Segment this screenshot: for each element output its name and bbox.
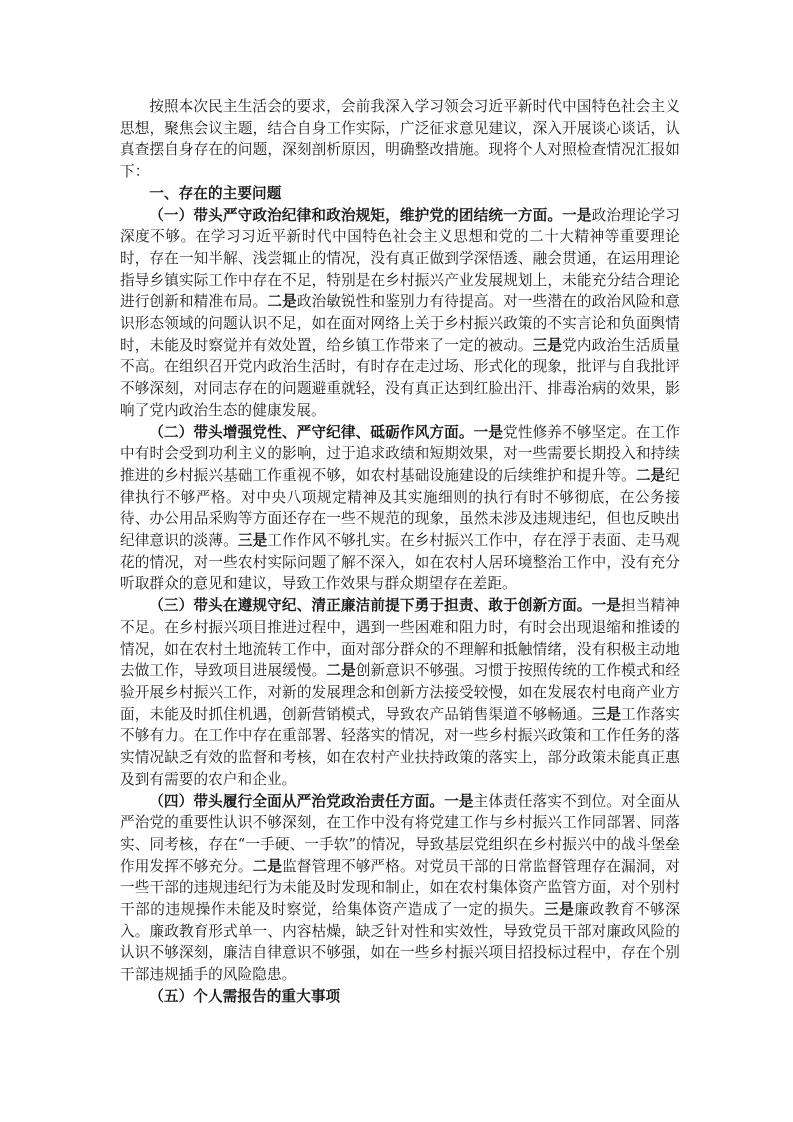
point-text: 监督管理不够严格。对党员干部的日常监督管理存在漏洞，对一些干部的违规违纪行为未能及时发现和制止，如在农村集体资产监管方面，对个别村干部的违规操作未能及时察觉，给集体资产造成了一定的损失。 [120, 857, 681, 919]
subsection-heading-major-matters: （五）个人需报告的重大事项 [149, 987, 341, 1005]
point-label: 二是 [252, 857, 283, 875]
subsection-heading: （二）带头增强党性、严守纪律、砥砺作风方面。 [149, 423, 474, 441]
document-body [120, 96, 680, 1008]
point-text: 主体责任落实不到位。对全面从严治党的重要性认识不够深刻，在工作中没有将党建工作与乡村振兴工作同部署、同落实、同考核，存在“一手硬、一手软”的情况，导致基层党组织在乡村振兴中的战斗堡垒作用发挥不够充分。 [120, 792, 680, 875]
point-label: 一是 [473, 423, 504, 441]
point-label: 二是 [326, 662, 356, 680]
intro-paragraph: 按照本次民主生活会的要求，会前我深入学习领会习近平新时代中国特色社会主义思想，聚焦会议主题，结合自身工作实际，广泛征求意见建议，深入开展谈心谈话，认真查摆自身存在的问题，深刻剖析原因，明确整改措施。现将个人对照检查情况汇报如下： [120, 98, 680, 181]
point-text: 廉政教育不够深入。廉政教育形式单一、内容枯燥，缺乏针对性和实效性，导致党员干部对廉政风险的认识不够深刻，廉洁自律意识不够强，如在一些乡村振兴项目招投标过程中，存在个别干部违规插手的风险隐患。 [120, 901, 680, 984]
point-label: 一是 [562, 206, 592, 224]
paragraph-responsibility-innovation [120, 595, 680, 790]
point-text: 党内政治生活质量不高。在组织召开党内政治生活时，有时存在走过场、形式化的现象，批评与自我批评不够深刻，对同志存在的问题避重就轻，没有真正达到红脸出汗、排毒治病的效果，影响了党内政治生态的健康发展。 [120, 336, 680, 419]
paragraph-party-governance [120, 791, 680, 986]
point-label: 三是 [591, 705, 622, 723]
point-text: 创新意识不够强。习惯于按照传统的工作模式和经验开展乡村振兴工作，对新的发展理念和创新方法接受较慢，如在发展农村电商产业方面，未能及时抓住机遇，创新营销模式，导致农产品销售渠道不够畅通。 [120, 662, 681, 723]
point-label: 一是 [444, 792, 474, 810]
point-text: 政治理论学习深度不够。在学习习近平新时代中国特色社会主义思想和党的二十大精神等重要理论时，存在一知半解、浅尝辄止的情况，没有真正做到学深悟透、融会贯通，在运用理论指导乡镇实际工作中存在不足，特别是在乡村振兴产业发展规划上，未能充分结合理论进行创新和精准布局。 [120, 206, 681, 311]
point-text: 党性修养不够坚定。在工作中有时会受到功利主义的影响，过于追求政绩和短期效果，对一些需要长期投入和持续推进的乡村振兴基础工作重视不够，如农村基础设施建设的后续维护和提升等。 [120, 423, 681, 484]
point-text: 纪律执行不够严格。对中央八项规定精神及其实施细则的执行有时不够彻底，在公务接待、办公用品采购等方面还存在一些不规范的现象，虽然未涉及违规违纪，但也反映出纪律意识的淡薄。 [120, 466, 680, 550]
point-label: 一是 [591, 597, 622, 615]
paragraph-party-spirit [120, 422, 680, 596]
point-text: 政治敏锐性和鉴别力有待提高。对一些潜在的政治风险和意识形态领域的问题认识不足，如在面对网络上关于乡村振兴政策的不实言论和负面舆情时，未能及时察觉并有效处置，给乡镇工作带来了一定的被动。 [120, 293, 680, 354]
subsection-heading: （一）带头严守政治纪律和政治规矩，维护党的团结统一方面。 [149, 206, 563, 224]
point-label: 三是 [532, 336, 563, 354]
point-label: 二是 [635, 466, 666, 484]
point-text: 工作落实不够有力。在工作中存在重部署、轻落实的情况，对一些乡村振兴政策和工作任务的落实情况缺乏有效的监督和考核，如在农村产业扶持政策的落实上，部分政策未能真正惠及到有需要的农户和企业。 [120, 705, 681, 788]
point-text: 工作作风不够扎实。在乡村振兴工作中，存在浮于表面、走马观花的情况，对一些农村实际问题了解不深入，如在农村人居环境整治工作中，没有充分听取群众的意见和建议，导致工作效果与群众期望存在差距。 [120, 532, 680, 593]
section-title-existing-problems: 一、存在的主要问题 [149, 184, 282, 202]
subsection-heading: （四）带头履行全面从严治党政治责任方面。 [149, 792, 445, 810]
subsection-heading: （三）带头在遵规守纪、清正廉洁前提下勇于担责、敢于创新方面。 [149, 597, 592, 615]
point-text: 担当精神不足。在乡村振兴项目推进过程中，遇到一些困难和阻力时，有时会出现退缩和推诿的情况，如在农村土地流转工作中，面对部分群众的不理解和抵触情绪，没有积极主动地去做工作，导致项目进展缓慢。 [120, 597, 680, 680]
point-label: 三是 [237, 532, 268, 550]
paragraph-political-discipline [120, 205, 680, 422]
point-label: 三是 [544, 901, 575, 919]
point-label: 二是 [267, 293, 297, 311]
